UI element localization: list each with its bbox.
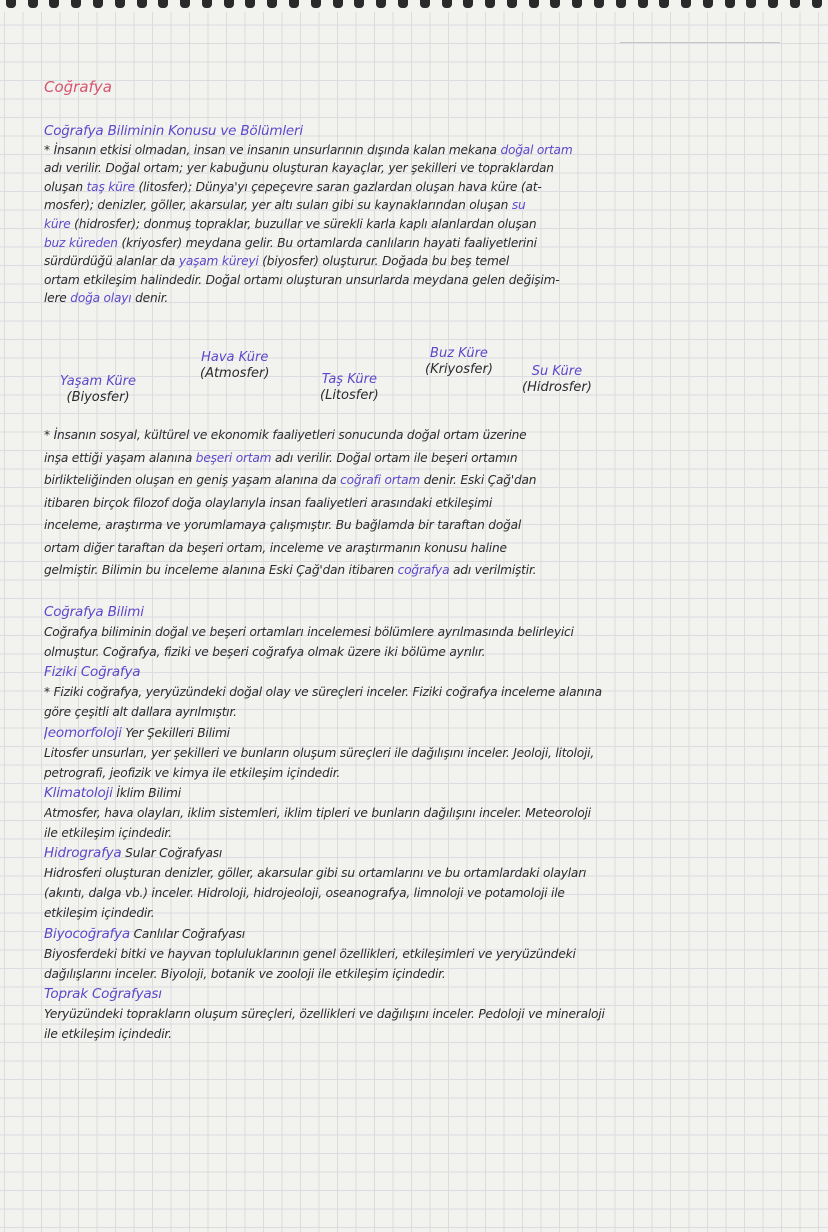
text-line (44, 662, 814, 682)
text-line (44, 424, 814, 447)
spiral-hole (507, 0, 517, 8)
subheading: Jeomorfoloji (44, 724, 122, 741)
text-line (44, 622, 814, 642)
subheading: Coğrafya Bilimi (44, 604, 144, 620)
spiral-hole (594, 0, 604, 8)
highlighted-term: yaşam küreyi (178, 254, 259, 269)
text-segment: Canlılar Coğrafyası (129, 926, 245, 941)
text-segment: Litosfer unsurları, yer şekilleri ve bunların oluşum süreçleri ile dağılışını inceler. Jeoloji, litoloji, (44, 745, 595, 760)
text-segment: Atmosfer, hava olayları, iklim sistemleri, iklim tipleri ve bunların dağılışını inceler. Meteoroloji (44, 805, 591, 820)
highlighted-term: doğa olayı (70, 291, 132, 306)
text-segment: (biyosfer) oluşturur. Doğada bu beş temel (258, 254, 510, 269)
text-segment: İklim Bilimi (112, 785, 181, 800)
text-line (44, 141, 814, 160)
spiral-hole (463, 0, 473, 8)
text-segment: Sular Coğrafyası (121, 846, 223, 861)
text-line (44, 178, 814, 197)
spiral-hole (725, 0, 735, 8)
text-line (44, 984, 814, 1004)
sphere-label (200, 350, 269, 382)
section-cografya-bilimi (44, 602, 814, 1044)
sphere-name: Hava Küre (201, 350, 269, 365)
spiral-hole (659, 0, 669, 8)
sphere-label (60, 374, 136, 406)
page-title: Coğrafya (44, 78, 112, 96)
highlighted-term: beşeri ortam (195, 450, 272, 465)
spiral-hole (703, 0, 713, 8)
text-line (44, 642, 814, 662)
page-header-line (620, 42, 780, 43)
spiral-hole (28, 0, 38, 8)
sphere-sub: (Atmosfer) (200, 366, 270, 381)
spiral-hole (93, 0, 103, 8)
spiral-hole (572, 0, 582, 8)
text-line (44, 843, 814, 863)
text-line (44, 234, 814, 253)
text-segment: inceleme, araştırma ve yorumlamaya çalışmıştır. Bu bağlamda bir taraftan doğal (44, 518, 522, 532)
spiral-hole (158, 0, 168, 8)
text-line (44, 537, 814, 560)
sphere-sub: (Biyosfer) (66, 390, 130, 405)
section-heading: Coğrafya Biliminin Konusu ve Bölümleri (44, 123, 303, 139)
text-segment: (litosfer); Dünya'yı çepeçevre saran gazlardan oluşan hava küre (at- (134, 179, 542, 194)
text-segment: ortam etkileşim halindedir. Doğal ortamı oluşturan unsurlarda meydana gelen değişim- (44, 272, 560, 287)
spiral-hole (681, 0, 691, 8)
sphere-name: Yaşam Küre (60, 374, 137, 389)
text-segment: etkileşim içindedir. (44, 906, 155, 921)
text-segment: Yeryüzündeki toprakların oluşum süreçleri, özellikleri ve dağılışını inceler. Pedoloji ve mineraloji (44, 1006, 605, 1021)
spiral-hole (746, 0, 756, 8)
text-segment: adı verilir. Doğal ortam ile beşeri ortamın (271, 450, 518, 465)
text-line (44, 783, 814, 803)
spiral-hole (289, 0, 299, 8)
text-segment: Biyosferdeki bitki ve hayvan topluluklarının genel özellikleri, etkileşimleri ve yeryüzündeki (44, 946, 576, 961)
text-line (44, 1004, 814, 1024)
text-line (44, 964, 814, 984)
text-segment: Yer Şekilleri Bilimi (121, 725, 230, 740)
sphere-label (522, 364, 592, 396)
text-line (44, 289, 814, 308)
text-line (44, 803, 814, 823)
section-body (44, 141, 814, 308)
spiral-hole (485, 0, 495, 8)
text-segment: gelmiştir. Bilimin bu inceleme alanına Eski Çağ'dan itibaren (44, 563, 398, 577)
text-segment: (kriyosfer) meydana gelir. Bu ortamlarda canlıların hayati faaliyetlerini (117, 235, 537, 250)
text-segment: denir. (131, 291, 169, 306)
spiral-hole (224, 0, 234, 8)
section-beseri (44, 424, 814, 582)
spiral-hole (267, 0, 277, 8)
highlighted-term: su (511, 198, 526, 213)
text-line (44, 743, 814, 763)
highlighted-term: doğal ortam (500, 142, 573, 157)
text-line (44, 863, 814, 883)
text-line (44, 883, 814, 903)
text-segment: göre çeşitli alt dallara ayrılmıştır. (44, 705, 237, 720)
text-segment: birlikteliğinden oluşan en geniş yaşam alanına da (44, 473, 341, 487)
text-segment: sürdürdüğü alanlar da (44, 254, 179, 269)
subheading: Toprak Coğrafyası (44, 985, 162, 1002)
sphere-sub: (Hidrosfer) (522, 380, 592, 395)
text-line (44, 823, 814, 843)
spiral-hole (550, 0, 560, 8)
text-segment: ortam diğer taraftan da beşeri ortam, inceleme ve araştırmanın konusu haline (44, 540, 507, 555)
text-segment: Hidrosferi oluşturan denizler, göller, akarsular gibi su ortamlarını ve bu ortamlardaki olayları (44, 866, 587, 881)
highlighted-term: coğrafi ortam (340, 473, 421, 487)
text-segment: adı verilir. Doğal ortam; yer kabuğunu oluşturan kayaçlar, yer şekilleri ve topraklardan (44, 161, 554, 176)
text-segment: (hidrosfer); donmuş topraklar, buzullar ve sürekli karla kaplı alanlardan oluşan (70, 216, 537, 231)
text-line (44, 492, 814, 515)
section-konusu (44, 122, 814, 308)
text-line (44, 215, 814, 234)
text-segment: adı verilmiştir. (449, 563, 537, 577)
highlighted-term: coğrafya (397, 563, 450, 577)
sphere-name: Buz Küre (430, 346, 488, 361)
text-line (44, 924, 814, 944)
spiral-hole (442, 0, 452, 8)
text-line (44, 602, 814, 622)
text-segment: inşa ettiği yaşam alanına (44, 450, 196, 465)
text-line (44, 469, 814, 492)
text-segment: denir. Eski Çağ'dan (420, 473, 537, 487)
text-segment: Coğrafya biliminin doğal ve beşeri ortamları incelemesi bölümlere ayrılmasında belirleyici (44, 625, 574, 640)
text-segment: * İnsanın sosyal, kültürel ve ekonomik faaliyetleri sonucunda doğal ortam üzerine (44, 428, 527, 442)
highlighted-term: buz küreden (44, 235, 118, 250)
spiral-hole (376, 0, 386, 8)
text-line (44, 944, 814, 964)
spiral-hole (137, 0, 147, 8)
spiral-hole (311, 0, 321, 8)
spiral-binding-holes (0, 0, 828, 12)
text-line (44, 252, 814, 271)
spiral-hole (768, 0, 778, 8)
text-segment: itibaren birçok filozof doğa olaylarıyla insan faaliyetleri arasındaki etkileşimi (44, 495, 493, 510)
spiral-hole (6, 0, 16, 8)
text-segment: lere (44, 291, 71, 306)
text-line (44, 903, 814, 923)
spiral-hole (202, 0, 212, 8)
text-line (44, 1024, 814, 1044)
text-segment: * Fiziki coğrafya, yeryüzündeki doğal olay ve süreçleri inceler. Fiziki coğrafya inceleme alanına (44, 685, 602, 700)
text-line (44, 682, 814, 702)
sphere-label (320, 372, 379, 404)
sphere-name: Taş Küre (321, 372, 377, 387)
spiral-hole (115, 0, 125, 8)
text-segment: (akıntı, dalga vb.) inceler. Hidroloji, hidrojeoloji, oseanografya, limnoloji ve potamoloji ile (44, 886, 565, 901)
text-segment: petrografi, jeofizik ve kimya ile etkileşim içindedir. (44, 765, 341, 780)
spiral-hole (180, 0, 190, 8)
text-line (44, 702, 814, 722)
sphere-sub: (Litosfer) (320, 388, 379, 403)
text-line (44, 514, 814, 537)
spiral-hole (616, 0, 626, 8)
sphere-label (425, 346, 493, 378)
text-segment: * İnsanın etkisi olmadan, insan ve insanın unsurlarının dışında kalan mekana (44, 142, 501, 157)
subheading: Fiziki Coğrafya (44, 664, 141, 681)
spiral-hole (638, 0, 648, 8)
text-line (44, 559, 814, 582)
text-segment: olmuştur. Coğrafya, fiziki ve beşeri coğrafya olmak üzere iki bölüme ayrılır. (44, 645, 486, 660)
subheading: Hidrografya (44, 845, 122, 862)
text-line (44, 723, 814, 743)
sphere-sub: (Kriyosfer) (425, 362, 493, 377)
spiral-hole (529, 0, 539, 8)
text-line (44, 447, 814, 470)
spiral-hole (354, 0, 364, 8)
text-segment: ile etkileşim içindedir. (44, 826, 172, 841)
spiral-hole (420, 0, 430, 8)
section-body (44, 602, 814, 1044)
text-segment: ile etkileşim içindedir. (44, 1026, 172, 1041)
subheading: Biyocoğrafya (44, 925, 130, 942)
subheading: Klimatoloji (44, 784, 113, 801)
text-segment: dağılışlarını inceler. Biyoloji, botanik ve zooloji ile etkileşim içindedir. (44, 966, 446, 981)
spiral-hole (71, 0, 81, 8)
highlighted-term: taş küre (86, 179, 135, 194)
spiral-hole (245, 0, 255, 8)
text-line (44, 196, 814, 215)
text-line (44, 271, 814, 290)
highlighted-term: küre (44, 216, 71, 231)
text-segment: oluşan (44, 179, 87, 194)
text-line (44, 159, 814, 178)
spiral-hole (49, 0, 59, 8)
section-body (44, 424, 814, 582)
text-segment: mosfer); denizler, göller, akarsular, yer altı suları gibi su kaynaklarından oluşan (44, 198, 512, 213)
spiral-hole (398, 0, 408, 8)
spiral-hole (812, 0, 822, 8)
spiral-hole (790, 0, 800, 8)
text-line (44, 763, 814, 783)
sphere-name: Su Küre (531, 364, 583, 379)
spiral-hole (333, 0, 343, 8)
